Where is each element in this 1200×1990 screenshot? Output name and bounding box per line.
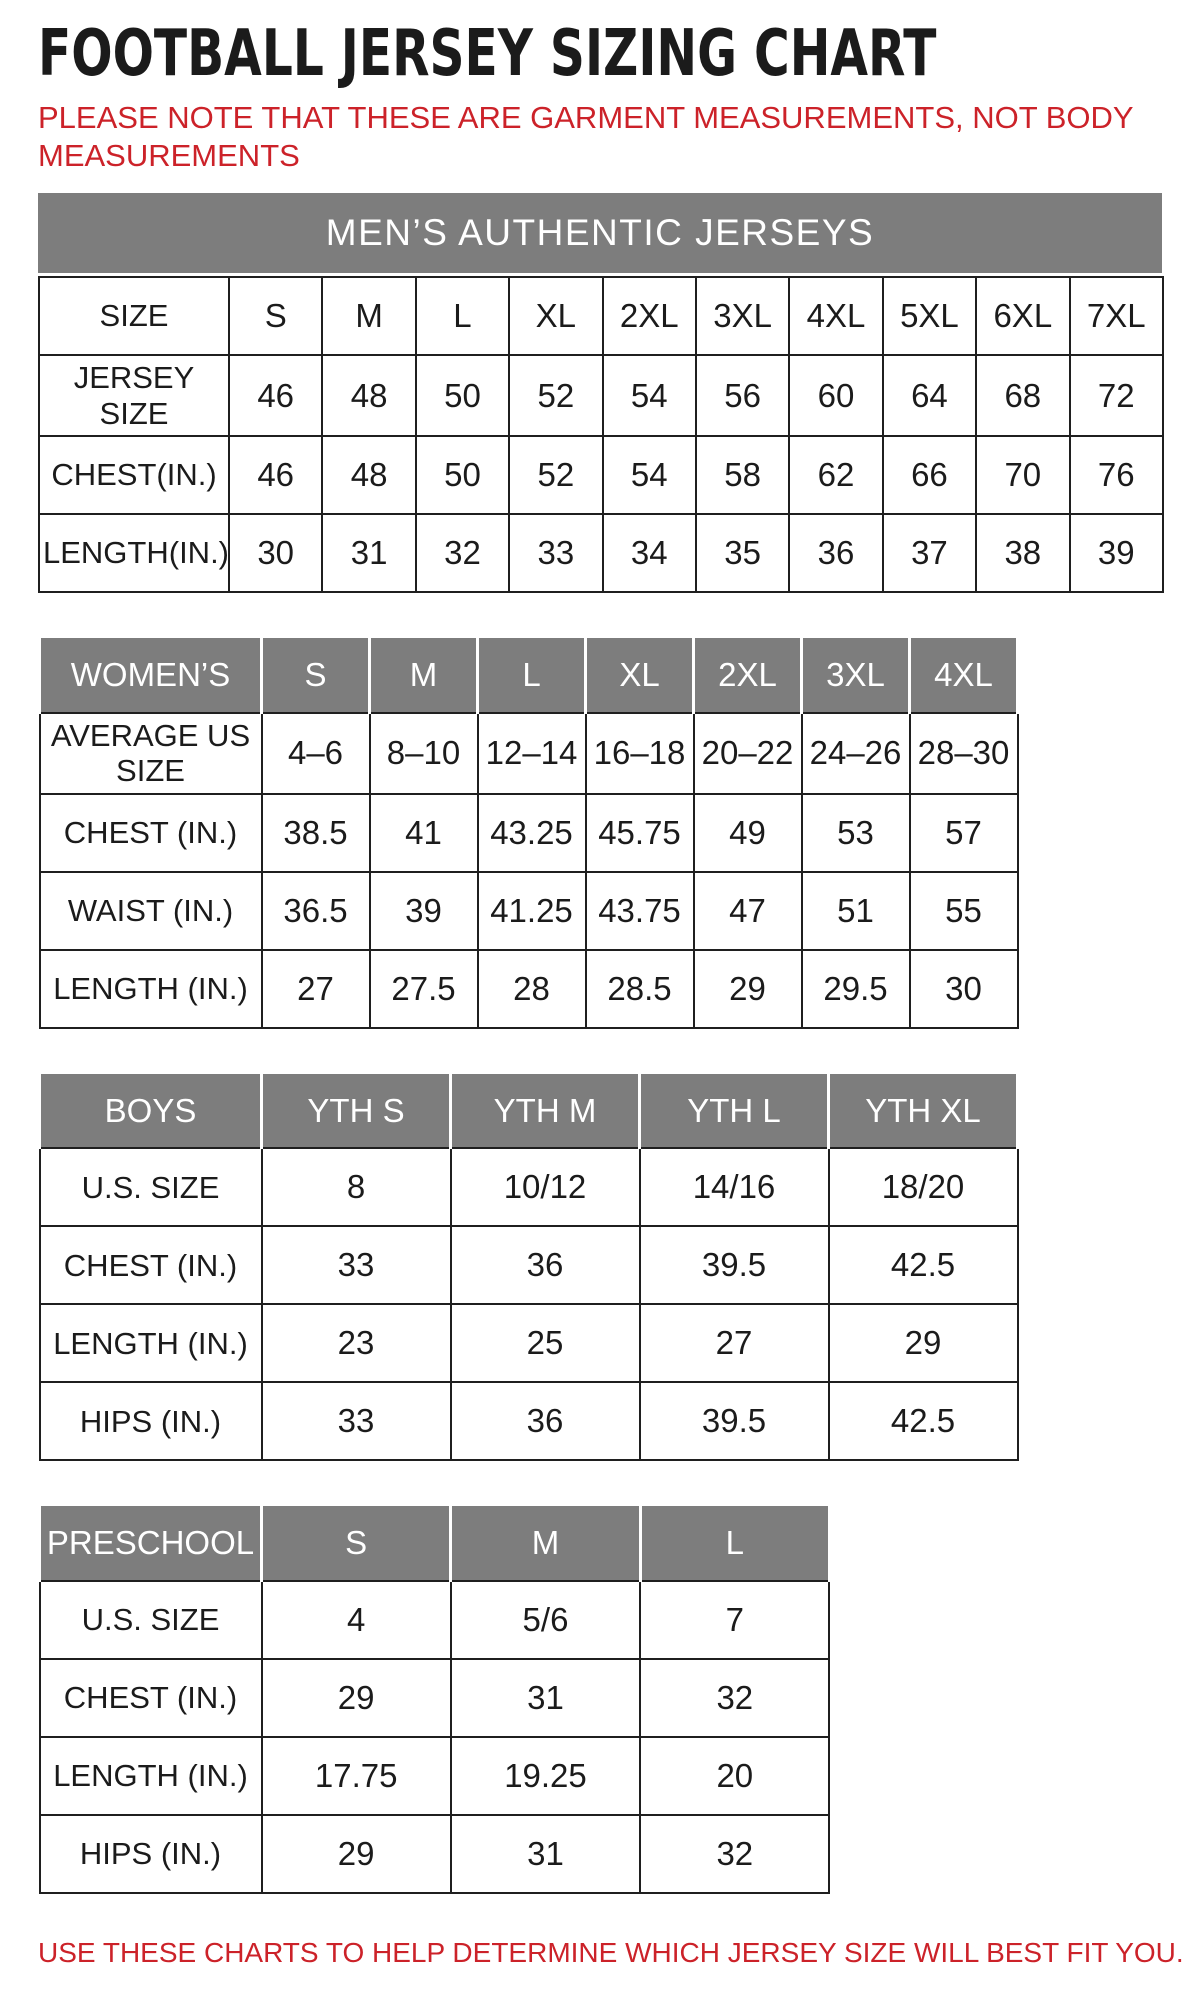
table-row (39, 436, 1163, 514)
table-row (40, 794, 1018, 872)
value-cell: 52 (509, 436, 602, 514)
value-cell: 46 (229, 436, 322, 514)
value-cell: 36 (789, 514, 882, 592)
table-row (40, 1737, 830, 1815)
row-label-cell: CHEST(IN.) (39, 436, 229, 514)
value-cell: 48 (322, 355, 415, 436)
value-cell: 7XL (1070, 277, 1163, 355)
value-cell: L (416, 277, 509, 355)
value-cell: XL (509, 277, 602, 355)
value-cell: 53 (802, 794, 910, 872)
mens-table-banner: MEN’S AUTHENTIC JERSEYS (38, 193, 1162, 273)
value-cell: 30 (229, 514, 322, 592)
table-row (39, 277, 1163, 355)
value-cell: 37 (883, 514, 976, 592)
table-womens (38, 635, 1016, 1029)
table-row (40, 1659, 830, 1737)
value-cell: 5XL (883, 277, 976, 355)
value-cell: 20 (640, 1737, 829, 1815)
value-cell: M (322, 277, 415, 355)
value-cell: 48 (322, 436, 415, 514)
value-cell: 5/6 (451, 1581, 640, 1659)
value-cell: 38 (976, 514, 1069, 592)
fit-help-note: USE THESE CHARTS TO HELP DETERMINE WHICH JERSEY SIZE WILL BEST FIT YOU. (38, 1936, 1184, 1968)
value-cell: 23 (262, 1304, 451, 1382)
column-header-cell: L (640, 1505, 829, 1581)
value-cell: 43.25 (478, 794, 586, 872)
mens-sizing-table (38, 276, 1164, 593)
boys-header-row (40, 1072, 1018, 1148)
value-cell: 32 (640, 1815, 829, 1893)
value-cell: 72 (1070, 355, 1163, 436)
preschool-header-row (40, 1505, 830, 1581)
value-cell: 76 (1070, 436, 1163, 514)
value-cell: 2XL (603, 277, 696, 355)
value-cell: 16–18 (586, 713, 694, 794)
value-cell: 4–6 (262, 713, 370, 794)
table-row (40, 872, 1018, 950)
boys-sizing-table (38, 1071, 1019, 1462)
row-label-cell: SIZE (39, 277, 229, 355)
value-cell: 51 (802, 872, 910, 950)
value-cell: 36 (451, 1382, 640, 1460)
value-cell: 10/12 (451, 1148, 640, 1226)
value-cell: 47 (694, 872, 802, 950)
value-cell: 17.75 (262, 1737, 451, 1815)
column-header-cell: YTH M (451, 1072, 640, 1148)
value-cell: 31 (322, 514, 415, 592)
value-cell: 6XL (976, 277, 1069, 355)
value-cell: 3XL (696, 277, 789, 355)
value-cell: 19.25 (451, 1737, 640, 1815)
value-cell: 54 (603, 436, 696, 514)
value-cell: 33 (262, 1382, 451, 1460)
value-cell: 29 (262, 1659, 451, 1737)
row-label-cell: WAIST (IN.) (40, 872, 262, 950)
value-cell: 55 (910, 872, 1018, 950)
value-cell: 29.5 (802, 950, 910, 1028)
row-label-cell: LENGTH (IN.) (40, 1304, 262, 1382)
value-cell: 4XL (789, 277, 882, 355)
table-row (40, 1304, 1018, 1382)
table-row (40, 713, 1018, 794)
value-cell: 46 (229, 355, 322, 436)
table-row (40, 1581, 830, 1659)
value-cell: 54 (603, 355, 696, 436)
value-cell: 39 (1070, 514, 1163, 592)
value-cell: 20–22 (694, 713, 802, 794)
column-header-cell: 3XL (802, 637, 910, 713)
value-cell: 42.5 (829, 1226, 1018, 1304)
value-cell: 42.5 (829, 1382, 1018, 1460)
value-cell: 38.5 (262, 794, 370, 872)
value-cell: 39 (370, 872, 478, 950)
value-cell: 31 (451, 1815, 640, 1893)
preschool-header-title-cell: PRESCHOOL (40, 1505, 262, 1581)
column-header-cell: 4XL (910, 637, 1018, 713)
column-header-cell: XL (586, 637, 694, 713)
row-label-cell: LENGTH(IN.) (39, 514, 229, 592)
row-label-cell: LENGTH (IN.) (40, 950, 262, 1028)
table-row (40, 950, 1018, 1028)
row-label-cell: HIPS (IN.) (40, 1815, 262, 1893)
value-cell: 66 (883, 436, 976, 514)
value-cell: 39.5 (640, 1382, 829, 1460)
garment-measurements-note: PLEASE NOTE THAT THESE ARE GARMENT MEASUREMENTS, NOT BODY MEASUREMENTS (38, 100, 1134, 174)
value-cell: 30 (910, 950, 1018, 1028)
value-cell: 39.5 (640, 1226, 829, 1304)
table-row (39, 514, 1163, 592)
column-header-cell: L (478, 637, 586, 713)
sizing-chart-page (38, 17, 1184, 1970)
value-cell: 12–14 (478, 713, 586, 794)
value-cell: 45.75 (586, 794, 694, 872)
value-cell: 27 (640, 1304, 829, 1382)
row-label-cell: HIPS (IN.) (40, 1382, 262, 1460)
table-row (40, 1815, 830, 1893)
value-cell: 62 (789, 436, 882, 514)
value-cell: 29 (694, 950, 802, 1028)
value-cell: 32 (416, 514, 509, 592)
value-cell: 28–30 (910, 713, 1018, 794)
table-row (39, 355, 1163, 436)
value-cell: 29 (829, 1304, 1018, 1382)
tables-container (38, 193, 1162, 1894)
row-label-cell: AVERAGE US SIZE (40, 713, 262, 794)
value-cell: 36.5 (262, 872, 370, 950)
value-cell: 28 (478, 950, 586, 1028)
value-cell: 64 (883, 355, 976, 436)
column-header-cell: S (262, 1505, 451, 1581)
value-cell: 27 (262, 950, 370, 1028)
value-cell: 49 (694, 794, 802, 872)
value-cell: 32 (640, 1659, 829, 1737)
row-label-cell: JERSEY SIZE (39, 355, 229, 436)
value-cell: 8–10 (370, 713, 478, 794)
value-cell: 34 (603, 514, 696, 592)
value-cell: 43.75 (586, 872, 694, 950)
value-cell: 56 (696, 355, 789, 436)
value-cell: 50 (416, 436, 509, 514)
value-cell: 7 (640, 1581, 829, 1659)
value-cell: 68 (976, 355, 1069, 436)
value-cell: 18/20 (829, 1148, 1018, 1226)
table-boys (38, 1071, 1016, 1462)
value-cell: 41.25 (478, 872, 586, 950)
row-label-cell: CHEST (IN.) (40, 794, 262, 872)
row-label-cell: CHEST (IN.) (40, 1659, 262, 1737)
column-header-cell: YTH L (640, 1072, 829, 1148)
value-cell: 70 (976, 436, 1069, 514)
table-row (40, 1226, 1018, 1304)
womens-header-title-cell: WOMEN’S (40, 637, 262, 713)
column-header-cell: YTH XL (829, 1072, 1018, 1148)
table-mens (38, 193, 1162, 593)
row-label-cell: LENGTH (IN.) (40, 1737, 262, 1815)
preschool-sizing-table (38, 1503, 831, 1894)
row-label-cell: U.S. SIZE (40, 1581, 262, 1659)
value-cell: 31 (451, 1659, 640, 1737)
value-cell: 60 (789, 355, 882, 436)
value-cell: S (229, 277, 322, 355)
column-header-cell: 2XL (694, 637, 802, 713)
page-title (38, 17, 1162, 91)
value-cell: 28.5 (586, 950, 694, 1028)
womens-sizing-table (38, 635, 1019, 1029)
column-header-cell: S (262, 637, 370, 713)
column-header-cell: YTH S (262, 1072, 451, 1148)
value-cell: 8 (262, 1148, 451, 1226)
table-row (40, 1382, 1018, 1460)
value-cell: 25 (451, 1304, 640, 1382)
value-cell: 36 (451, 1226, 640, 1304)
womens-header-row (40, 637, 1018, 713)
value-cell: 50 (416, 355, 509, 436)
value-cell: 14/16 (640, 1148, 829, 1226)
page-title-text: FOOTBALL JERSEY SIZING CHART (38, 17, 937, 91)
value-cell: 57 (910, 794, 1018, 872)
value-cell: 29 (262, 1815, 451, 1893)
column-header-cell: M (370, 637, 478, 713)
row-label-cell: U.S. SIZE (40, 1148, 262, 1226)
value-cell: 33 (262, 1226, 451, 1304)
value-cell: 24–26 (802, 713, 910, 794)
row-label-cell: CHEST (IN.) (40, 1226, 262, 1304)
value-cell: 4 (262, 1581, 451, 1659)
table-preschool (38, 1503, 828, 1894)
boys-header-title-cell: BOYS (40, 1072, 262, 1148)
value-cell: 52 (509, 355, 602, 436)
value-cell: 58 (696, 436, 789, 514)
table-row (40, 1148, 1018, 1226)
value-cell: 41 (370, 794, 478, 872)
value-cell: 27.5 (370, 950, 478, 1028)
column-header-cell: M (451, 1505, 640, 1581)
value-cell: 35 (696, 514, 789, 592)
value-cell: 33 (509, 514, 602, 592)
